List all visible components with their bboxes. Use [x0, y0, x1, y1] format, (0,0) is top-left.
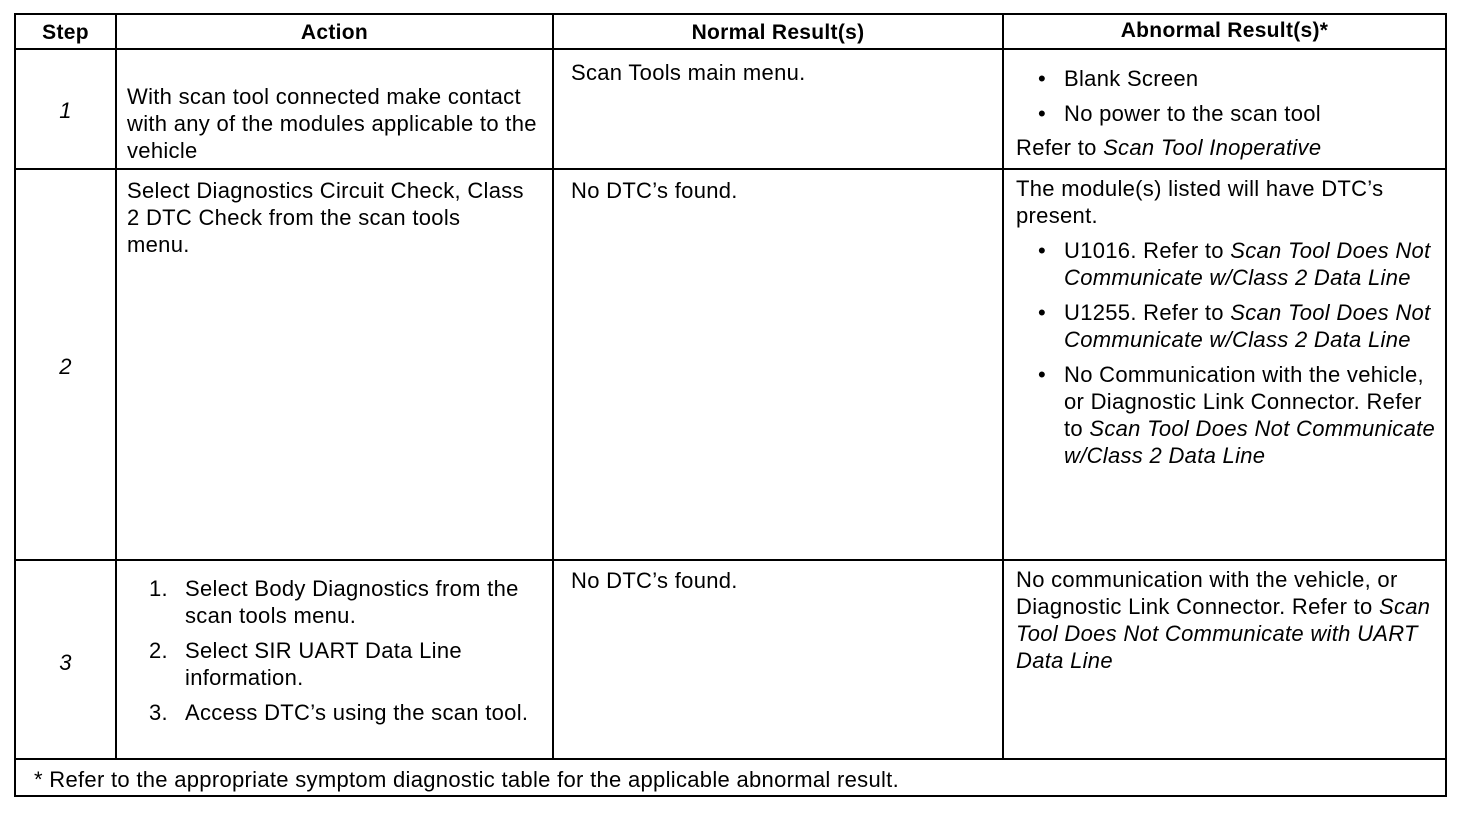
row3-normal: No DTC’s found.	[571, 568, 738, 593]
item-prefix: U1255. Refer to	[1064, 300, 1231, 325]
item-prefix: U1016. Refer to	[1064, 238, 1231, 263]
row3-abnormal	[1016, 566, 1444, 674]
header-action: Action	[300, 21, 369, 44]
step-number: 3.	[149, 700, 168, 725]
header-abnormal-results: Abnormal Result(s)*	[1120, 19, 1329, 42]
step-text: Select SIR UART Data Line information.	[185, 638, 462, 690]
step-text: Select Body Diagnostics from the scan tools menu.	[185, 576, 519, 628]
refer-link: Scan Tool Inoperative	[1103, 135, 1322, 160]
list-item: • Blank Screen	[1016, 65, 1441, 92]
row1-refer	[1016, 134, 1441, 161]
row2-abnormal-list	[1016, 237, 1444, 469]
list-item	[1016, 237, 1444, 291]
row1-abnormal	[1016, 65, 1441, 161]
col-divider-action	[552, 15, 554, 758]
row3-step: 3	[59, 650, 72, 675]
row2-action: Select Diagnostics Circuit Check, Class 2 DTC Check from the scan tools menu.	[127, 178, 524, 257]
refer-link: Scan Tool Does Not Communicate w/Class 2 Data Line	[1064, 300, 1431, 352]
list-item	[127, 699, 547, 726]
refer-link: Scan Tool Does Not Communicate w/Class 2 Data Line	[1064, 416, 1436, 468]
item-prefix: No Communication with the vehicle, or Diagnostic Link Connector. Refer to	[1064, 362, 1424, 441]
header-divider	[16, 48, 1445, 50]
refer-link: Scan Tool Does Not Communicate w/Class 2 Data Line	[1064, 238, 1431, 290]
row2-step: 2	[59, 354, 72, 379]
refer-link: Scan Tool Does Not Communicate with UART Data Line	[1016, 594, 1431, 673]
list-item	[1016, 361, 1444, 469]
step-number: 1.	[149, 576, 168, 601]
abnormal-prefix: No communication with the vehicle, or Diagnostic Link Connector. Refer to	[1016, 567, 1398, 619]
row1-normal: Scan Tools main menu.	[571, 60, 806, 85]
step-text: Access DTC’s using the scan tool.	[185, 700, 529, 725]
row3-action-steps	[127, 575, 547, 726]
list-item: • No power to the scan tool	[1016, 100, 1441, 127]
row1-abnormal-list	[1016, 65, 1441, 127]
row2-normal: No DTC’s found.	[571, 178, 738, 203]
row2-divider	[16, 559, 1445, 561]
col-divider-normal	[1002, 15, 1004, 758]
refer-prefix: Refer to	[1016, 135, 1104, 160]
diagnostic-table	[14, 13, 1447, 797]
step-number: 2.	[149, 638, 168, 663]
row1-step: 1	[59, 98, 72, 123]
list-item	[127, 575, 547, 629]
row1-divider	[16, 168, 1445, 170]
col-divider-step	[115, 15, 117, 758]
row1-action: With scan tool connected make contact with any of the modules applicable to the vehicle	[127, 84, 537, 163]
row2-abnormal	[1016, 175, 1444, 477]
list-item	[127, 637, 547, 691]
header-step: Step	[42, 21, 89, 44]
list-item	[1016, 299, 1444, 353]
row3-divider	[16, 758, 1445, 760]
row3-action	[127, 575, 547, 734]
footnote: * Refer to the appropriate symptom diagnostic table for the applicable abnormal result.	[34, 767, 899, 792]
row2-abnormal-intro: The module(s) listed will have DTC’s present.	[1016, 176, 1384, 228]
header-normal-results: Normal Result(s)	[691, 21, 865, 44]
